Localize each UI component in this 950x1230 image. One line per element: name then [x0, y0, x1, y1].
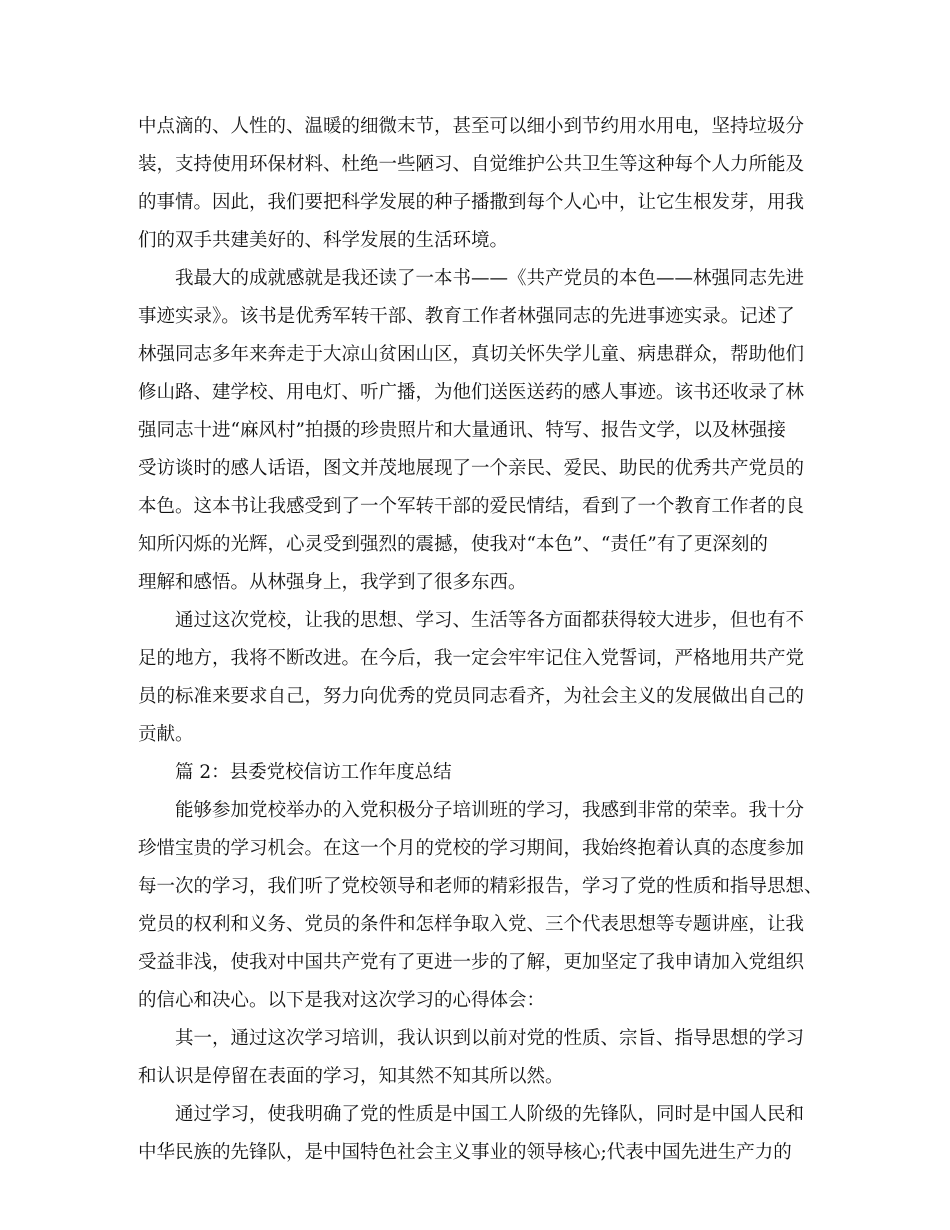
body-text-line: 强同志十进“麻风村”拍摄的珍贵照片和大量通讯、特写、报告文学，以及林强接: [138, 420, 786, 441]
body-text-line: 中点滴的、人性的、温暖的细微末节，甚至可以细小到节约用水用电，坚持垃圾分: [138, 116, 805, 137]
body-text-line: 受访谈时的感人话语，图文并茂地展现了一个亲民、爱民、助民的优秀共产党员的: [138, 458, 805, 479]
body-text-line: 事迹实录》。该书是优秀军转干部、教育工作者林强同志的先进事迹实录。记述了: [138, 306, 795, 327]
paragraph-first-line: 通过这次党校，让我的思想、学习、生活等各方面都获得较大进步，但也有不: [175, 610, 805, 631]
body-text-line: 中华民族的先锋队，是中国特色社会主义事业的领导核心;代表中国先进生产力的: [138, 1142, 792, 1163]
body-text-line: 受益非浅，使我对中国共产党有了更进一步的了解，更加坚定了我申请加入党组织: [138, 952, 805, 973]
paragraph-first-line: 我最大的成就感就是我还读了一本书——《共产党员的本色——林强同志先进: [175, 268, 805, 289]
body-text-line: 的事情。因此，我们要把科学发展的种子播撒到每个人心中，让它生根发芽，用我: [138, 192, 805, 213]
body-text-line: 装，支持使用环保材料、杜绝一些陋习、自觉维护公共卫生等这种每个人力所能及: [138, 154, 805, 175]
section-heading: 篇 2：县委党校信访工作年度总结: [175, 762, 452, 783]
body-text-line: 们的双手共建美好的、科学发展的生活环境。: [138, 230, 509, 251]
body-text-line: 知所闪烁的光辉，心灵受到强烈的震撼，使我对“本色”、“责任”有了更深刻的: [138, 534, 768, 555]
body-text-line: 贡献。: [138, 724, 194, 745]
body-text-line: 林强同志多年来奔走于大凉山贫困山区，真切关怀失学儿童、病患群众，帮助他们: [138, 344, 805, 365]
body-text-line: 足的地方，我将不断改进。在今后，我一定会牢牢记住入党誓词，严格地用共产党: [138, 648, 805, 669]
paragraph-first-line: 能够参加党校举办的入党积极分子培训班的学习，我感到非常的荣幸。我十分: [175, 800, 805, 821]
body-text-line: 和认识是停留在表面的学习，知其然不知其所以然。: [138, 1066, 564, 1087]
body-text-line: 修山路、建学校、用电灯、听广播，为他们送医送药的感人事迹。该书还收录了林: [138, 382, 805, 403]
body-text-line: 每一次的学习，我们听了党校领导和老师的精彩报告，学习了党的性质和指导思想、: [138, 876, 823, 897]
body-text-line: 党员的权利和义务、党员的条件和怎样争取入党、三个代表思想等专题讲座，让我: [138, 914, 805, 935]
body-text-line: 理解和感悟。从林强身上，我学到了很多东西。: [138, 572, 527, 593]
body-text-line: 的信心和决心。以下是我对这次学习的心得体会：: [138, 990, 546, 1011]
paragraph-first-line: 通过学习，使我明确了党的性质是中国工人阶级的先锋队，同时是中国人民和: [175, 1104, 805, 1125]
paragraph-first-line: 其一，通过这次学习培训，我认识到以前对党的性质、宗旨、指导思想的学习: [175, 1028, 805, 1049]
body-text-line: 本色。这本书让我感受到了一个军转干部的爱民情结，看到了一个教育工作者的良: [138, 496, 805, 517]
body-text-line: 员的标准来要求自己，努力向优秀的党员同志看齐，为社会主义的发展做出自己的: [138, 686, 805, 707]
body-text-line: 珍惜宝贵的学习机会。在这一个月的党校的学习期间，我始终抱着认真的态度参加: [138, 838, 805, 859]
